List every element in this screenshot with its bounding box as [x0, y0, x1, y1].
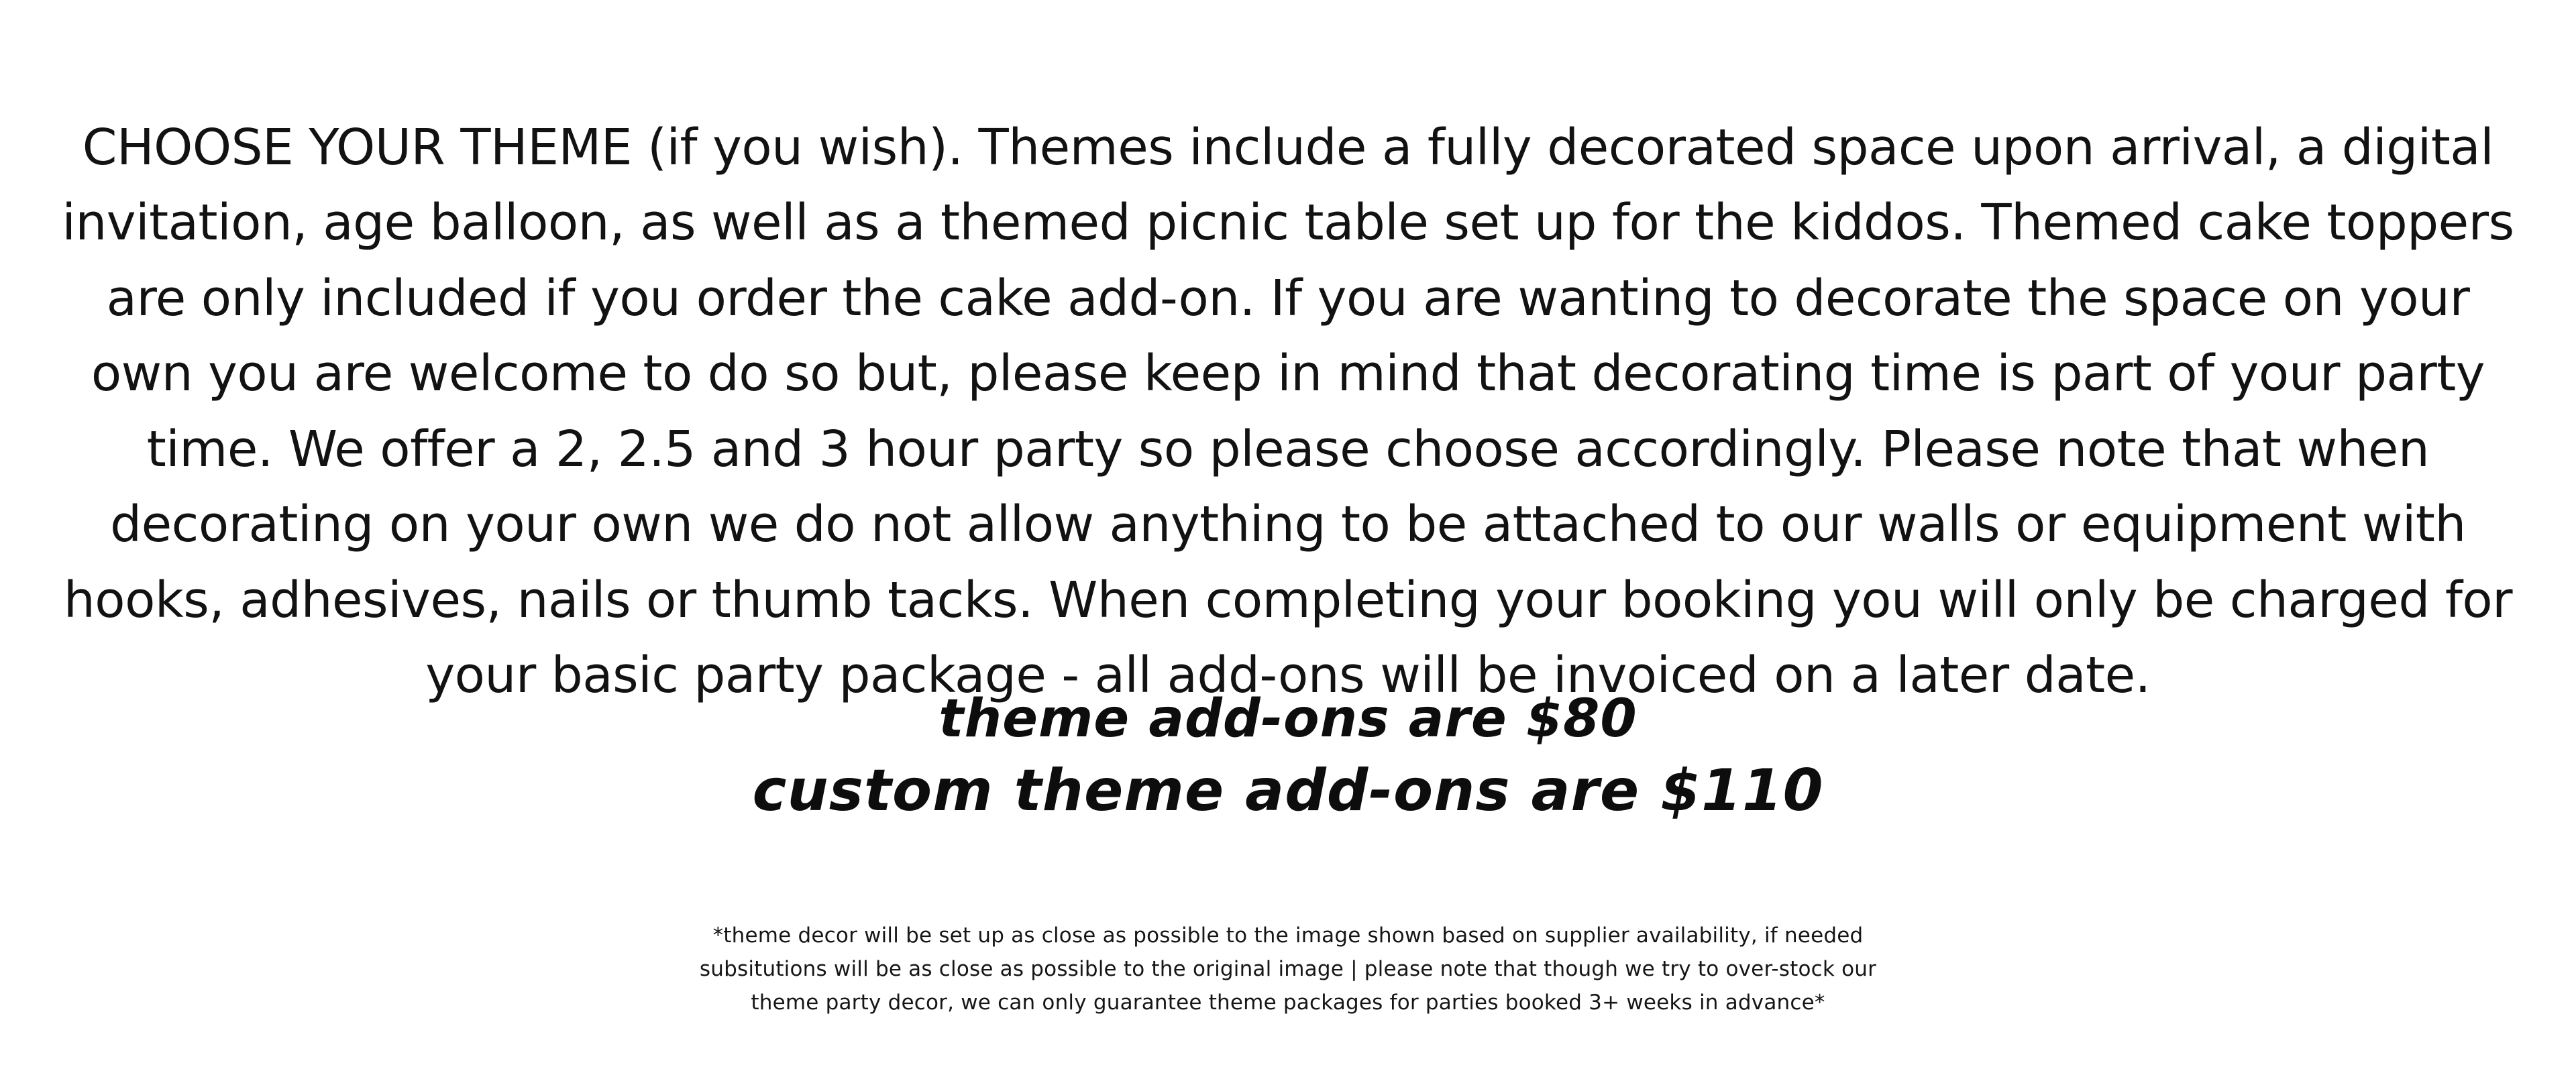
footnote-block: [0, 919, 2576, 1020]
pricing-block: [0, 691, 2576, 824]
theme-addon-price-line: theme add-ons are $80: [938, 689, 1638, 749]
footnote-line-3: theme party decor, we can only guarantee theme packages for parties booked 3+ weeks in advance*: [751, 991, 1825, 1015]
custom-theme-addon-price-line: custom theme add-ons are $110: [752, 756, 1824, 824]
footnote-line-2: subsitutions will be as close as possible to the original image | please note that though we try to over-stock our: [699, 957, 1877, 982]
footnote-line-1: *theme decor will be set up as close as possible to the image shown based on supplier availability, if needed: [712, 923, 1864, 948]
theme-description-paragraph: CHOOSE YOUR THEME (if you wish). Themes include a fully decorated space upon arrival, a digital invitation, age balloon, as well as a themed picnic table set up for the kiddos. Themed cake toppers are only included if you order the cake add-on. If you are wanting to decorate the space on your own you are welcome to do so but, please keep in mind that decorating time is part of your party time. We offer a 2, 2.5 and 3 hour party so please choose accordingly. Please note that when decorating on your own we do not allow anything to be attached to our walls or equipment with hooks, adhesives, nails or thumb tacks. When completing your booking you will only be charged for your basic party package - all add-ons will be invoiced on a later date.: [62, 119, 2514, 705]
